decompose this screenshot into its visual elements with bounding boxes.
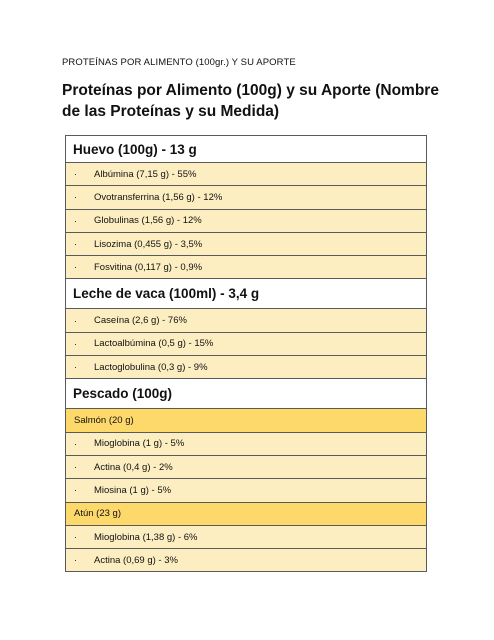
page-header: PROTEÍNAS POR ALIMENTO (100gr.) Y SU APORTE bbox=[62, 57, 296, 68]
list-item bbox=[66, 309, 426, 332]
item-label: Mioglobina (1 g) - 5% bbox=[94, 438, 185, 450]
item-label: Actina (0,4 g) - 2% bbox=[94, 461, 173, 473]
list-item bbox=[66, 333, 426, 356]
list-item bbox=[66, 233, 426, 256]
bullet: · bbox=[74, 338, 77, 349]
item-label: Fosvitina (0,117 g) - 0,9% bbox=[94, 261, 203, 273]
item-label: Miosina (1 g) - 5% bbox=[94, 484, 172, 496]
item-label: Mioglobina (1,38 g) - 6% bbox=[94, 531, 198, 543]
section-heading-leche: Leche de vaca (100ml) - 3,4 g bbox=[66, 279, 426, 309]
item-label: Actina (0,69 g) - 3% bbox=[94, 554, 178, 566]
bullet: · bbox=[74, 462, 77, 473]
item-label: Caseína (2,6 g) - 76% bbox=[94, 315, 187, 327]
bullet: · bbox=[74, 532, 77, 542]
bullet: · bbox=[74, 262, 77, 273]
list-item bbox=[66, 549, 426, 572]
subgroup-label-atun: Atún (23 g) bbox=[66, 503, 426, 526]
item-label: Lactoglobulina (0,3 g) - 9% bbox=[94, 361, 208, 373]
list-item bbox=[66, 163, 426, 186]
section-heading-huevo: Huevo (100g) - 13 g bbox=[66, 136, 426, 163]
bullet: · bbox=[74, 555, 77, 566]
page-title: Proteínas por Alimento (100g) y su Aporte (Nombre de las Proteínas y su Medida) bbox=[62, 82, 439, 120]
bullet: · bbox=[74, 362, 77, 373]
list-item bbox=[66, 456, 426, 479]
bullet: · bbox=[74, 438, 77, 449]
list-item bbox=[66, 210, 426, 233]
list-item bbox=[66, 526, 426, 549]
list-item bbox=[66, 186, 426, 209]
bullet: · bbox=[74, 239, 77, 250]
item-label: Lisozima (0,455 g) - 3,5% bbox=[94, 238, 203, 250]
protein-table bbox=[65, 135, 427, 572]
section-heading-pescado: Pescado (100g) bbox=[66, 379, 426, 409]
list-item bbox=[66, 433, 426, 456]
subgroup-label-salmon: Salmón (20 g) bbox=[66, 409, 426, 432]
bullet: · bbox=[74, 192, 77, 203]
list-item bbox=[66, 479, 426, 502]
list-item bbox=[66, 356, 426, 379]
bullet: · bbox=[74, 315, 77, 326]
item-label: Albúmina (7,15 g) - 55% bbox=[94, 168, 197, 180]
bullet: · bbox=[74, 169, 77, 180]
item-label: Lactoalbúmina (0,5 g) - 15% bbox=[94, 338, 214, 350]
bullet: · bbox=[74, 215, 77, 226]
item-label: Globulinas (1,56 g) - 12% bbox=[94, 215, 202, 227]
bullet: · bbox=[74, 485, 77, 496]
item-label: Ovotransferrina (1,56 g) - 12% bbox=[94, 191, 223, 203]
list-item bbox=[66, 256, 426, 279]
